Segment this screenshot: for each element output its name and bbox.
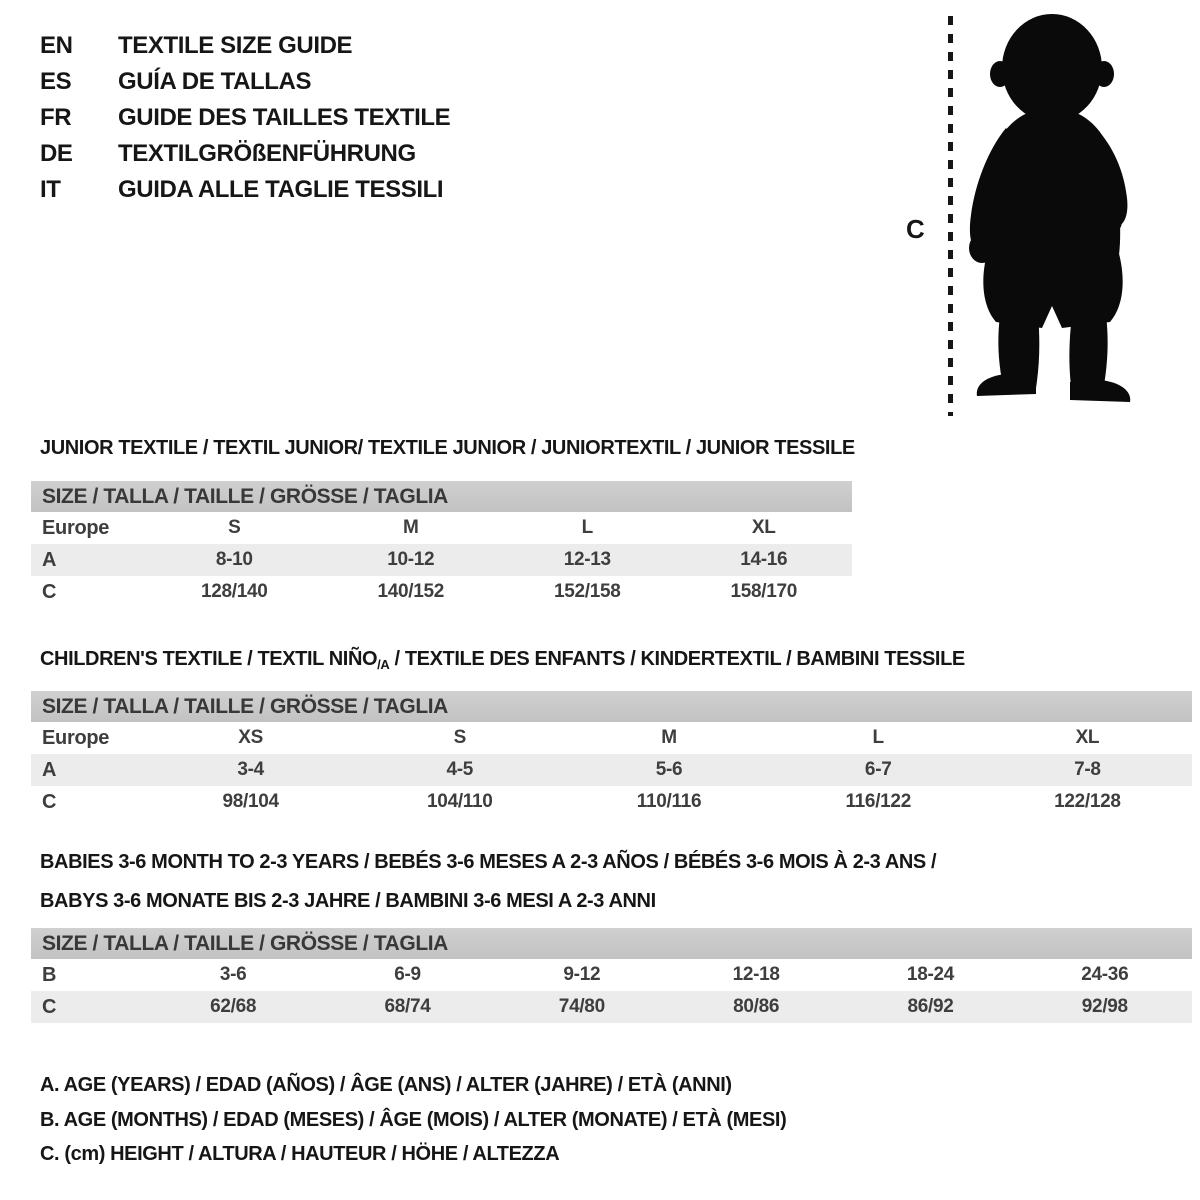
guide-title: TEXTILE SIZE GUIDE: [118, 32, 353, 59]
table-cell: XL: [751, 517, 776, 538]
table-cell: 158/170: [730, 581, 798, 602]
table-cell: 98/104: [222, 791, 279, 812]
table-cell: L: [872, 727, 884, 748]
table-cell: M: [661, 727, 677, 748]
table-cell: M: [402, 517, 419, 538]
toddler-silhouette-icon: [962, 12, 1144, 416]
size-header-bar: SIZE / TALLA / TAILLE / GRÖSSE / TAGLIA: [31, 928, 1192, 959]
table-cell: L: [581, 517, 593, 538]
table-row: [31, 544, 852, 576]
language-code: IT: [40, 176, 61, 203]
table-row: [31, 754, 1192, 786]
babies-title-line2: BABYS 3-6 MONATE BIS 2-3 JAHRE / BAMBINI 3-6 MESI A 2-3 ANNI: [40, 890, 656, 912]
language-row: [40, 172, 450, 208]
table-cell: 80/86: [733, 996, 780, 1017]
table-cell: 128/140: [200, 581, 268, 602]
babies-size-table: [31, 928, 1192, 1023]
language-row: [40, 136, 450, 172]
table-cell: XL: [1075, 727, 1100, 748]
table-row: [31, 576, 852, 608]
language-code: ES: [40, 68, 72, 95]
table-cell: 3-6: [219, 964, 247, 985]
row-label: Europe: [42, 517, 110, 539]
table-cell: 152/158: [553, 581, 621, 602]
table-cell: 110/116: [636, 791, 702, 812]
section-title-children: [40, 648, 965, 672]
guide-title: GUIDE DES TAILLES TEXTILE: [118, 104, 451, 131]
table-cell: 74/80: [558, 996, 605, 1017]
babies-title-line1: BABIES 3-6 MONTH TO 2-3 YEARS / BEBÉS 3-6 MESES A 2-3 AÑOS / BÉBÉS 3-6 MOIS À 2-3 ANS /: [40, 851, 937, 873]
table-cell: 6-7: [864, 759, 892, 780]
children-title-sub: /A: [377, 657, 390, 672]
row-label: C: [42, 996, 57, 1018]
table-row: [31, 786, 1192, 818]
size-header-bar: SIZE / TALLA / TAILLE / GRÖSSE / TAGLIA: [31, 691, 1192, 722]
children-title-pre: CHILDREN'S TEXTILE / TEXTIL NIÑO: [40, 648, 378, 670]
table-cell: 104/110: [427, 791, 493, 812]
table-cell: 6-9: [394, 964, 421, 985]
table-cell: 8-10: [215, 549, 253, 570]
row-label: C: [42, 791, 57, 813]
table-cell: 12-18: [732, 964, 780, 985]
table-cell: 12-13: [563, 549, 611, 570]
table-cell: 62/68: [210, 996, 257, 1017]
height-measure-dashed-line: [948, 16, 953, 416]
row-label: Europe: [42, 727, 110, 749]
size-header-bar: SIZE / TALLA / TAILLE / GRÖSSE / TAGLIA: [31, 481, 852, 512]
table-cell: 7-8: [1074, 759, 1101, 780]
table-row: [31, 722, 1192, 754]
table-cell: 122/128: [1054, 791, 1121, 812]
guide-title: TEXTILGRÖßENFÜHRUNG: [118, 140, 416, 167]
children-size-table: [31, 691, 1192, 818]
language-code: EN: [40, 32, 73, 59]
table-row: [31, 991, 1192, 1023]
language-code: FR: [40, 104, 72, 131]
table-cell: 92/98: [1081, 996, 1128, 1017]
row-label: C: [42, 581, 57, 603]
table-cell: 5-6: [655, 759, 683, 780]
measurement-legend: [40, 1068, 786, 1172]
height-measure-label: C: [906, 214, 925, 244]
row-label: B: [42, 964, 57, 986]
table-cell: 140/152: [377, 581, 445, 602]
table-cell: 116/122: [845, 791, 911, 812]
language-row: [40, 100, 450, 136]
language-row: [40, 64, 450, 100]
table-cell: 4-5: [446, 759, 474, 780]
table-cell: 9-12: [563, 964, 601, 985]
table-cell: S: [228, 517, 241, 538]
legend-line-c: C. (cm) HEIGHT / ALTURA / HAUTEUR / HÖHE / ALTEZZA: [40, 1143, 560, 1165]
table-row: [31, 512, 852, 544]
language-title-list: [40, 28, 450, 208]
guide-title: GUIDA ALLE TAGLIE TESSILI: [118, 176, 444, 203]
table-cell: 68/74: [384, 996, 431, 1017]
table-cell: 18-24: [906, 964, 955, 985]
table-cell: 3-4: [237, 759, 264, 780]
table-cell: 10-12: [387, 549, 435, 570]
section-title-babies: [40, 843, 936, 921]
table-cell: S: [453, 727, 466, 748]
table-cell: 14-16: [740, 549, 788, 570]
table-cell: 24-36: [1081, 964, 1129, 985]
legend-line-b: B. AGE (MONTHS) / EDAD (MESES) / ÂGE (MOIS) / ALTER (MONATE) / ETÀ (MESI): [40, 1108, 787, 1131]
guide-title: GUÍA DE TALLAS: [118, 68, 312, 95]
row-label: A: [42, 759, 57, 781]
table-cell: 86/92: [907, 996, 954, 1017]
language-code: DE: [40, 140, 73, 167]
junior-size-table: [31, 481, 852, 608]
row-label: A: [42, 549, 57, 571]
children-title-post: / TEXTILE DES ENFANTS / KINDERTEXTIL / BAMBINI TESSILE: [389, 648, 965, 670]
language-row: [40, 28, 450, 64]
table-row: [31, 959, 1192, 991]
table-cell: XS: [238, 727, 263, 748]
legend-line-a: A. AGE (YEARS) / EDAD (AÑOS) / ÂGE (ANS) / ALTER (JAHRE) / ETÀ (ANNI): [40, 1074, 732, 1096]
section-title-junior: JUNIOR TEXTILE / TEXTIL JUNIOR/ TEXTILE JUNIOR / JUNIORTEXTIL / JUNIOR TESSILE: [40, 437, 855, 459]
